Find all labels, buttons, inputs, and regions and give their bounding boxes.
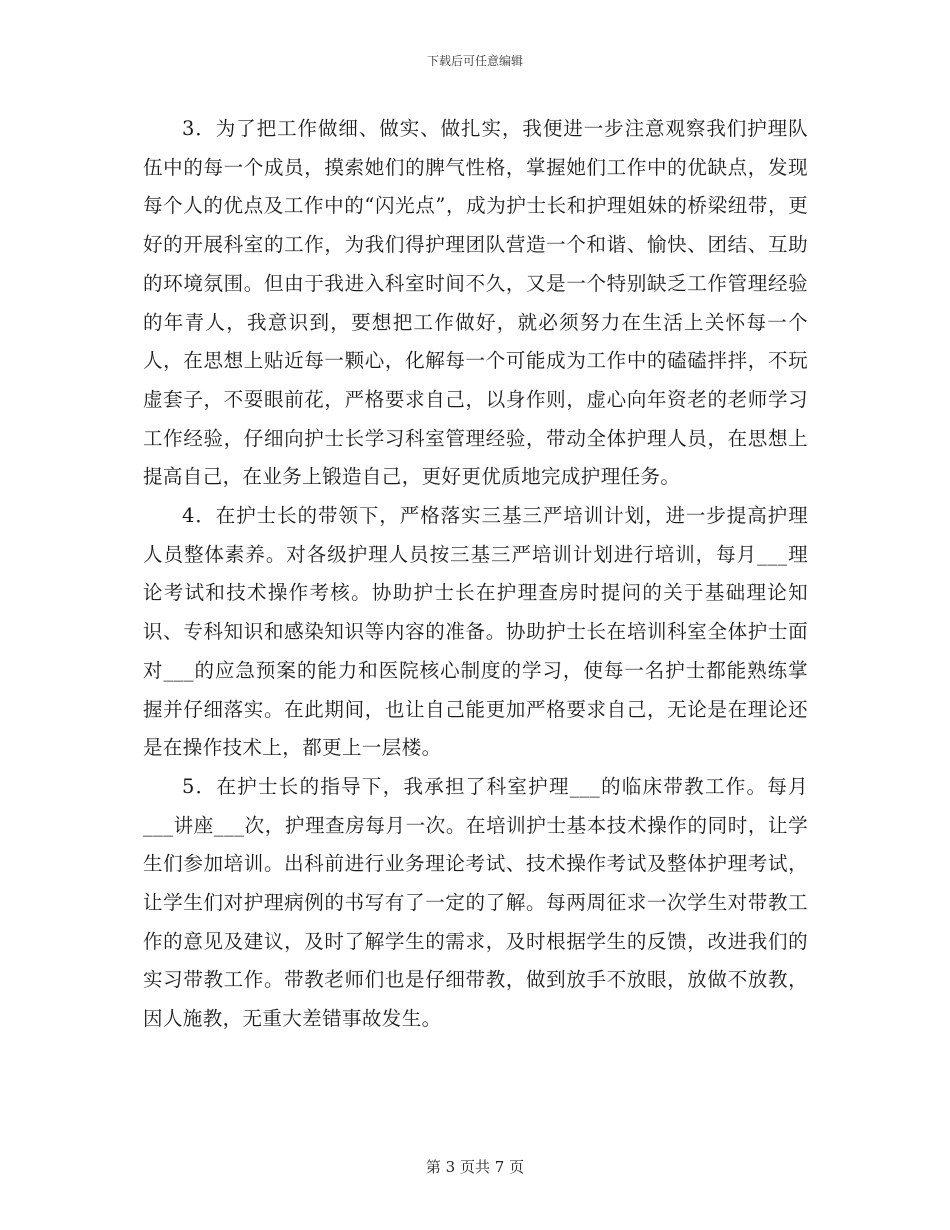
paragraph-4: 4．在护士长的带领下，严格落实三基三严培训计划，进一步提高护理人员整体素养。对各级护理人员按三基三严培训计划进行培训，每月___理论考试和技术操作考核。协助护士长在护理查房时提问的关于基础理论知识、专科知识和感染知识等内容的准备。协助护士长在培训科室全体护士面对___的应急预案的能力和医院核心制度的学习，使每一名护士都能熟练掌握并仔细落实。在此期间，也让自己能更加严格要求自己，无论是在理论还是在操作技术上，都更上一层楼。: [143, 504, 808, 760]
page-header: 下载后可任意编辑: [426, 54, 523, 68]
document-body: [143, 110, 808, 1039]
paragraph-3: 3．为了把工作做细、做实、做扎实，我便进一步注意观察我们护理队伍中的每一个成员，摸索她们的脾气性格，掌握她们工作中的优缺点，发现每个人的优点及工作中的“闪光点”，成为护士长和护理姐妹的桥梁纽带，更好的开展科室的工作，为我们得护理团队营造一个和谐、愉快、团结、互助的环境氛围。但由于我进入科室时间不久，又是一个特别缺乏工作管理经验的年青人，我意识到，要想把工作做好，就必须努力在生活上关怀每一个人，在思想上贴近每一颗心，化解每一个可能成为工作中的磕磕拌拌，不玩虚套子，不耍眼前花，严格要求自己，以身作则，虚心向年资老的老师学习工作经验，仔细向护士长学习科室管理经验，带动全体护理人员，在思想上提高自己，在业务上锻造自己，更好更优质地完成护理任务。: [143, 117, 808, 489]
paragraph-5: 5．在护士长的指导下，我承担了科室护理___的临床带教工作。每月___讲座___次，护理查房每月一次。在培训护士基本技术操作的同时，让学生们参加培训。出科前进行业务理论考试、技术操作考试及整体护理考试，让学生们对护理病例的书写有了一定的了解。每两周征求一次学生对带教工作的意见及建议，及时了解学生的需求，及时根据学生的反馈，改进我们的实习带教工作。带教老师们也是仔细带教，做到放手不放眼，放做不放教，因人施教，无重大差错事故发生。: [143, 774, 808, 1031]
page-number-footer: 第 3 页共 7 页: [425, 1158, 525, 1176]
